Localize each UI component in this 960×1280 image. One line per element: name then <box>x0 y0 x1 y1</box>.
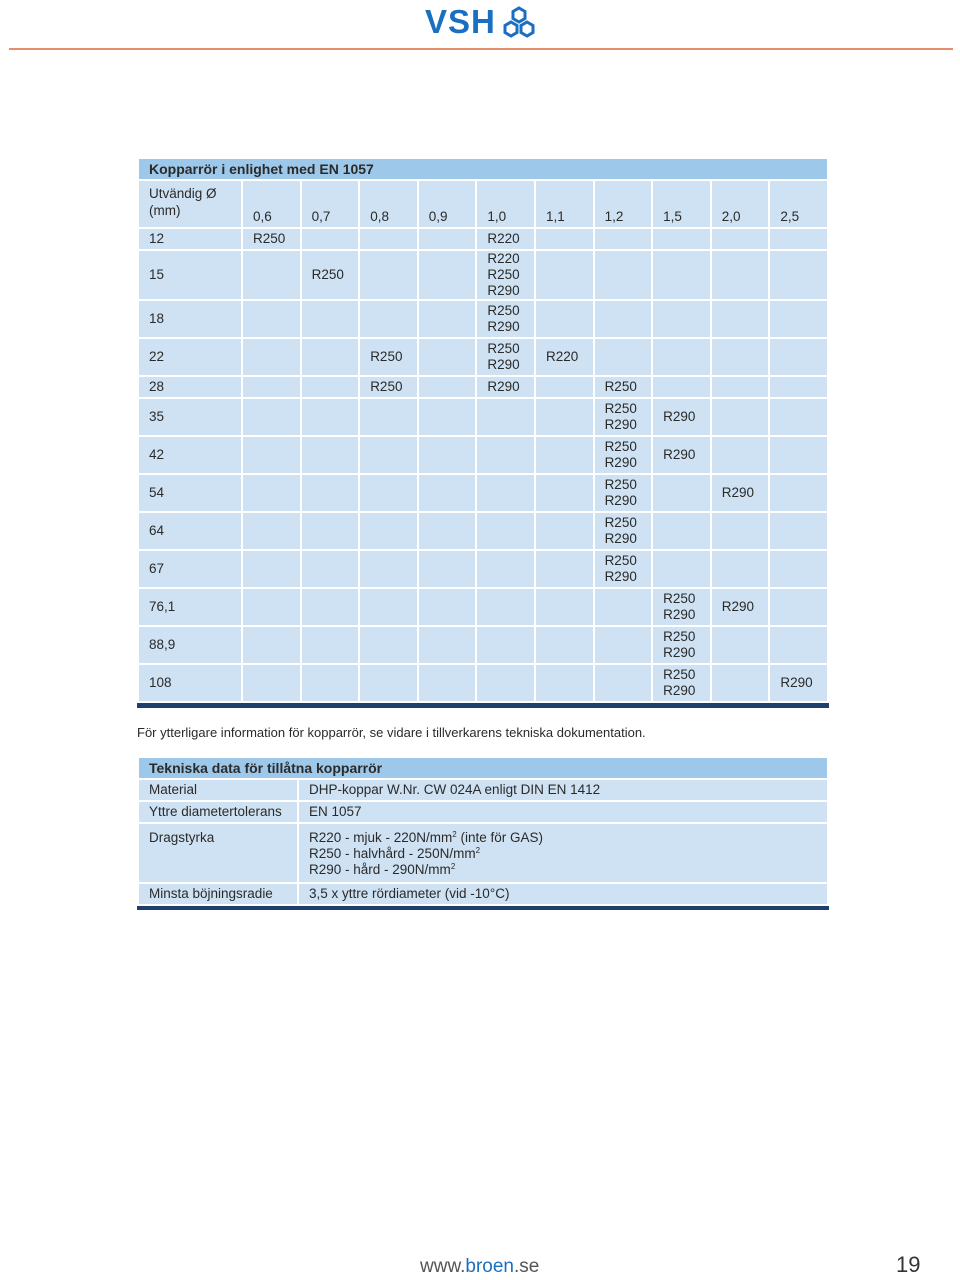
grade-cell <box>536 251 593 299</box>
grade-cell <box>243 627 300 663</box>
od-cell: 54 <box>139 475 241 511</box>
table-row <box>139 251 827 299</box>
grade-cell <box>536 551 593 587</box>
grade-cell <box>302 513 359 549</box>
grade-cell <box>419 251 476 299</box>
grade-cell <box>419 475 476 511</box>
grade-cell <box>419 399 476 435</box>
table-row <box>139 551 827 587</box>
grade-cell <box>360 437 417 473</box>
grade-cell <box>536 665 593 701</box>
grade-cell <box>770 589 827 625</box>
bending-value: 3,5 x yttre rördiameter (vid -10°C) <box>299 884 827 904</box>
grade-cell: R250 <box>595 377 652 397</box>
grade-cell <box>653 251 710 299</box>
grade-cell <box>595 339 652 375</box>
table-row <box>139 339 827 375</box>
table-row <box>139 475 827 511</box>
grade-cell: R290 <box>770 665 827 701</box>
grade-cell <box>712 665 769 701</box>
grade-cell <box>477 513 534 549</box>
tolerance-value: EN 1057 <box>299 802 827 822</box>
grade-cell <box>419 551 476 587</box>
grade-cell: R250 <box>302 251 359 299</box>
hexagon-logo-icon <box>501 6 537 38</box>
grade-cell <box>419 301 476 337</box>
grade-cell <box>770 377 827 397</box>
grade-cell <box>595 301 652 337</box>
grade-cell <box>419 377 476 397</box>
grade-cell <box>360 229 417 249</box>
grade-cell <box>536 301 593 337</box>
wall-thickness-header: 1,0 <box>477 181 534 227</box>
grade-cell <box>477 589 534 625</box>
grade-cell <box>536 627 593 663</box>
grade-cell: R290 <box>477 377 534 397</box>
grade-cell <box>477 437 534 473</box>
grade-cell: R250 R290 <box>653 665 710 701</box>
grade-cell: R250 R290 <box>595 399 652 435</box>
grade-cell: R250 <box>360 339 417 375</box>
grade-cell: R290 <box>653 399 710 435</box>
grade-cell: R250 <box>360 377 417 397</box>
grade-cell <box>302 627 359 663</box>
logo-wordmark: VSH <box>425 3 496 40</box>
strength-line <box>309 846 827 862</box>
strength-line <box>309 862 827 878</box>
wall-thickness-header: 1,2 <box>595 181 652 227</box>
page-number: 19 <box>896 1252 921 1277</box>
od-cell: 12 <box>139 229 241 249</box>
od-cell: 76,1 <box>139 589 241 625</box>
strength-line <box>309 830 827 846</box>
table-row <box>139 513 827 549</box>
grade-cell <box>770 339 827 375</box>
grade-cell <box>712 301 769 337</box>
grade-cell <box>243 251 300 299</box>
od-cell: 15 <box>139 251 241 299</box>
grade-cell <box>243 551 300 587</box>
grade-cell: R290 <box>712 475 769 511</box>
header-divider <box>9 48 953 50</box>
od-cell: 18 <box>139 301 241 337</box>
grade-cell <box>712 377 769 397</box>
grade-cell <box>770 513 827 549</box>
grade-cell <box>770 399 827 435</box>
grade-cell: R250 R290 <box>595 475 652 511</box>
grade-cell: R290 <box>653 437 710 473</box>
table-caption: Tekniska data för tillåtna kopparrör <box>139 758 827 778</box>
grade-cell <box>477 475 534 511</box>
material-value: DHP-koppar W.Nr. CW 024A enligt DIN EN 1412 <box>299 780 827 800</box>
grade-cell <box>536 589 593 625</box>
grade-cell <box>243 399 300 435</box>
grade-cell <box>712 251 769 299</box>
copper-pipe-table <box>137 157 829 708</box>
grade-cell <box>302 301 359 337</box>
wall-thickness-header: 0,6 <box>243 181 300 227</box>
url-domain: broen <box>465 1256 515 1277</box>
grade-cell <box>712 339 769 375</box>
table-row <box>139 229 827 249</box>
grade-cell <box>360 301 417 337</box>
grade-cell <box>243 301 300 337</box>
grade-cell <box>302 437 359 473</box>
table-row <box>139 301 827 337</box>
grade-cell <box>477 399 534 435</box>
table-row <box>139 437 827 473</box>
grade-cell <box>302 589 359 625</box>
grade-cell <box>243 475 300 511</box>
od-header: Utvändig Ø (mm) <box>139 181 241 227</box>
grade-cell <box>302 475 359 511</box>
grade-cell <box>419 229 476 249</box>
grade-cell <box>770 229 827 249</box>
wall-thickness-header: 0,8 <box>360 181 417 227</box>
wall-thickness-header: 1,1 <box>536 181 593 227</box>
grade-cell <box>360 475 417 511</box>
wall-thickness-header: 2,0 <box>712 181 769 227</box>
table-row <box>139 665 827 701</box>
grade-cell <box>653 551 710 587</box>
grade-cell <box>477 627 534 663</box>
grade-cell: R220 <box>536 339 593 375</box>
strength-value <box>299 824 827 882</box>
grade-cell <box>360 399 417 435</box>
unit-superscript: 2 <box>475 846 481 855</box>
grade-cell <box>360 589 417 625</box>
wall-thickness-header: 0,7 <box>302 181 359 227</box>
table-row <box>139 589 827 625</box>
technical-data-table <box>137 756 829 910</box>
grade-cell: R250 R290 <box>595 437 652 473</box>
od-cell: 28 <box>139 377 241 397</box>
grade-cell <box>243 377 300 397</box>
grade-cell <box>360 551 417 587</box>
material-label: Material <box>139 780 297 800</box>
table-row <box>139 377 827 397</box>
grade-cell <box>302 339 359 375</box>
grade-cell <box>595 589 652 625</box>
grade-cell <box>653 301 710 337</box>
url-prefix: www. <box>420 1256 466 1277</box>
grade-cell <box>536 437 593 473</box>
grade-cell <box>712 513 769 549</box>
grade-cell <box>302 229 359 249</box>
grade-cell: R220 R250 R290 <box>477 251 534 299</box>
grade-cell <box>302 665 359 701</box>
grade-cell: R250 <box>243 229 300 249</box>
grade-cell <box>770 551 827 587</box>
grade-cell <box>595 229 652 249</box>
grade-cell: R220 <box>477 229 534 249</box>
strength-text: R250 - halvhård - 250N/mm <box>309 846 476 861</box>
grade-cell <box>302 399 359 435</box>
vsh-logo <box>425 4 540 40</box>
grade-cell <box>360 627 417 663</box>
unit-superscript: 2 <box>452 830 457 839</box>
grade-cell <box>477 551 534 587</box>
grade-cell <box>419 339 476 375</box>
grade-cell <box>653 229 710 249</box>
bending-label: Minsta böjningsradie <box>139 884 297 904</box>
od-cell: 88,9 <box>139 627 241 663</box>
grade-cell <box>595 627 652 663</box>
table-caption: Kopparrör i enlighet med EN 1057 <box>139 159 827 179</box>
unit-superscript: 2 <box>450 862 456 871</box>
tolerance-label: Yttre diametertolerans <box>139 802 297 822</box>
grade-cell: R250 R290 <box>653 627 710 663</box>
grade-cell <box>595 665 652 701</box>
grade-cell <box>419 513 476 549</box>
grade-cell: R250 R290 <box>595 551 652 587</box>
grade-cell <box>302 377 359 397</box>
od-cell: 67 <box>139 551 241 587</box>
grade-cell <box>653 513 710 549</box>
grade-cell: R250 R290 <box>595 513 652 549</box>
grade-cell <box>243 437 300 473</box>
grade-cell <box>712 437 769 473</box>
grade-cell <box>419 437 476 473</box>
grade-cell <box>770 437 827 473</box>
grade-cell <box>360 251 417 299</box>
grade-cell: R290 <box>712 589 769 625</box>
wall-thickness-header: 2,5 <box>770 181 827 227</box>
grade-cell <box>243 339 300 375</box>
grade-cell <box>360 513 417 549</box>
grade-cell <box>536 513 593 549</box>
grade-cell <box>536 475 593 511</box>
grade-cell <box>419 589 476 625</box>
grade-cell <box>243 513 300 549</box>
od-cell: 42 <box>139 437 241 473</box>
grade-cell <box>536 399 593 435</box>
grade-cell <box>653 475 710 511</box>
website-link[interactable] <box>420 1256 539 1278</box>
table-row <box>139 627 827 663</box>
grade-cell <box>243 589 300 625</box>
grade-cell <box>243 665 300 701</box>
od-cell: 35 <box>139 399 241 435</box>
grade-cell <box>712 627 769 663</box>
od-cell: 22 <box>139 339 241 375</box>
strength-note: (inte för GAS) <box>456 830 544 845</box>
grade-cell: R250 R290 <box>477 301 534 337</box>
grade-cell <box>712 399 769 435</box>
strength-text: R290 - hård - 290N/mm <box>309 862 451 877</box>
grade-cell <box>653 377 710 397</box>
grade-cell <box>477 665 534 701</box>
grade-cell <box>302 551 359 587</box>
grade-cell <box>595 251 652 299</box>
grade-cell <box>770 301 827 337</box>
grade-cell <box>770 475 827 511</box>
grade-cell <box>770 251 827 299</box>
strength-label: Dragstyrka <box>139 824 297 882</box>
grade-cell <box>770 627 827 663</box>
grade-cell <box>419 627 476 663</box>
grade-cell <box>536 377 593 397</box>
info-note: För ytterligare information för kopparrör, se vidare i tillverkarens tekniska dokumentation. <box>137 725 646 740</box>
grade-cell <box>712 229 769 249</box>
od-cell: 108 <box>139 665 241 701</box>
grade-cell <box>712 551 769 587</box>
wall-thickness-header: 0,9 <box>419 181 476 227</box>
grade-cell <box>536 229 593 249</box>
url-suffix: .se <box>514 1256 540 1277</box>
table-row <box>139 399 827 435</box>
strength-text: R220 - mjuk - 220N/mm <box>309 830 453 845</box>
grade-cell <box>360 665 417 701</box>
grade-cell <box>419 665 476 701</box>
grade-cell <box>653 339 710 375</box>
od-cell: 64 <box>139 513 241 549</box>
grade-cell: R250 R290 <box>477 339 534 375</box>
grade-cell: R250 R290 <box>653 589 710 625</box>
wall-thickness-header: 1,5 <box>653 181 710 227</box>
